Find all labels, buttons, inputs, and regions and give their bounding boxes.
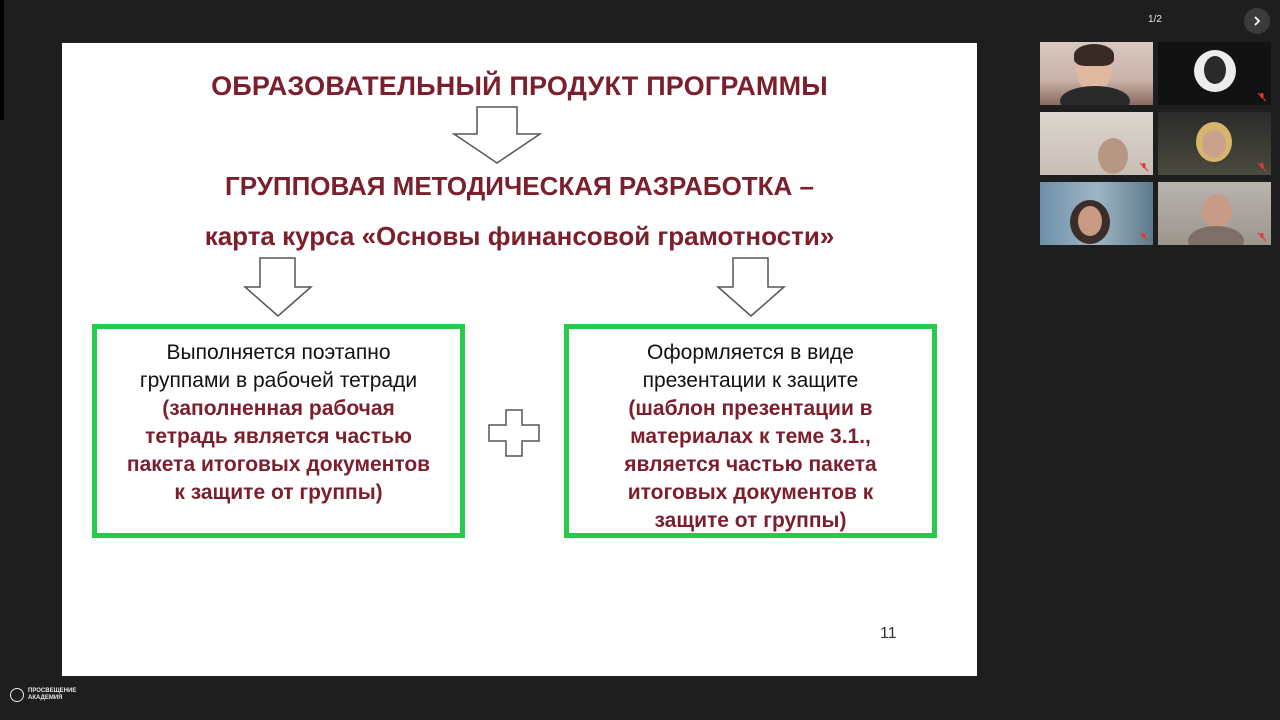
- participant-avatar: [1204, 56, 1226, 84]
- muted-mic-icon: [1139, 162, 1149, 172]
- box-bold-text: материалах к теме 3.1.,: [630, 425, 871, 448]
- box-bold-text: (шаблон презентации в: [628, 397, 873, 420]
- participant-tile[interactable]: [1158, 112, 1271, 175]
- academy-logo-icon: [10, 688, 24, 702]
- down-arrow-icon: [243, 257, 313, 317]
- muted-mic-icon: [1257, 162, 1267, 172]
- slide-page-number: 11: [880, 625, 897, 642]
- participant-avatar: [1060, 86, 1130, 105]
- muted-mic-icon: [1257, 232, 1267, 242]
- plus-icon: [488, 409, 540, 457]
- slide-title: ОБРАЗОВАТЕЛЬНЫЙ ПРОДУКТ ПРОГРАММЫ: [211, 71, 828, 101]
- box-bold-text: является частью пакета: [624, 453, 877, 476]
- slide-subtitle-line2: карта курса «Основы финансовой грамотности»: [204, 221, 835, 251]
- page-indicator: 1/2: [1148, 14, 1162, 25]
- box-bold-text: к защите от группы): [174, 481, 383, 504]
- box-text: группами в рабочей тетради: [139, 369, 418, 392]
- box-text: презентации к защите: [642, 369, 859, 392]
- participant-tile[interactable]: [1040, 182, 1153, 245]
- box-bold-text: защите от группы): [654, 509, 847, 532]
- participant-tile[interactable]: [1158, 42, 1271, 105]
- participant-avatar: [1074, 44, 1114, 66]
- participant-avatar: [1078, 206, 1102, 236]
- left-info-box: [92, 324, 465, 538]
- box-bold-text: тетрадь является частью: [145, 425, 412, 448]
- chevron-right-icon: [1252, 15, 1262, 27]
- box-bold-text: итоговых документов к: [627, 481, 874, 504]
- participant-avatar: [1098, 138, 1128, 174]
- muted-mic-icon: [1257, 92, 1267, 102]
- next-page-button[interactable]: [1244, 8, 1270, 34]
- muted-mic-icon: [1139, 232, 1149, 242]
- down-arrow-icon: [716, 257, 786, 317]
- box-bold-text: (заполненная рабочая: [162, 397, 395, 420]
- logo-line: ПРОСВЕЩЕНИЕ: [28, 688, 77, 694]
- participant-tile[interactable]: [1040, 112, 1153, 175]
- participant-tile[interactable]: [1158, 182, 1271, 245]
- presentation-slide: [62, 43, 977, 676]
- right-info-box: [564, 324, 937, 538]
- box-text: Оформляется в виде: [647, 341, 854, 364]
- logo-line: АКАДЕМИЯ: [28, 695, 63, 701]
- participant-tile[interactable]: [1040, 42, 1153, 105]
- participant-avatar: [1188, 226, 1244, 245]
- left-edge-bar: [0, 0, 4, 120]
- participant-avatar: [1202, 130, 1226, 158]
- box-bold-text: пакета итоговых документов: [126, 453, 431, 476]
- down-arrow-icon: [452, 106, 542, 164]
- box-text: Выполняется поэтапно: [166, 341, 391, 364]
- slide-subtitle-line1: ГРУППОВАЯ МЕТОДИЧЕСКАЯ РАЗРАБОТКА –: [224, 171, 815, 201]
- academy-logo: [10, 688, 76, 702]
- participant-avatar: [1202, 194, 1232, 228]
